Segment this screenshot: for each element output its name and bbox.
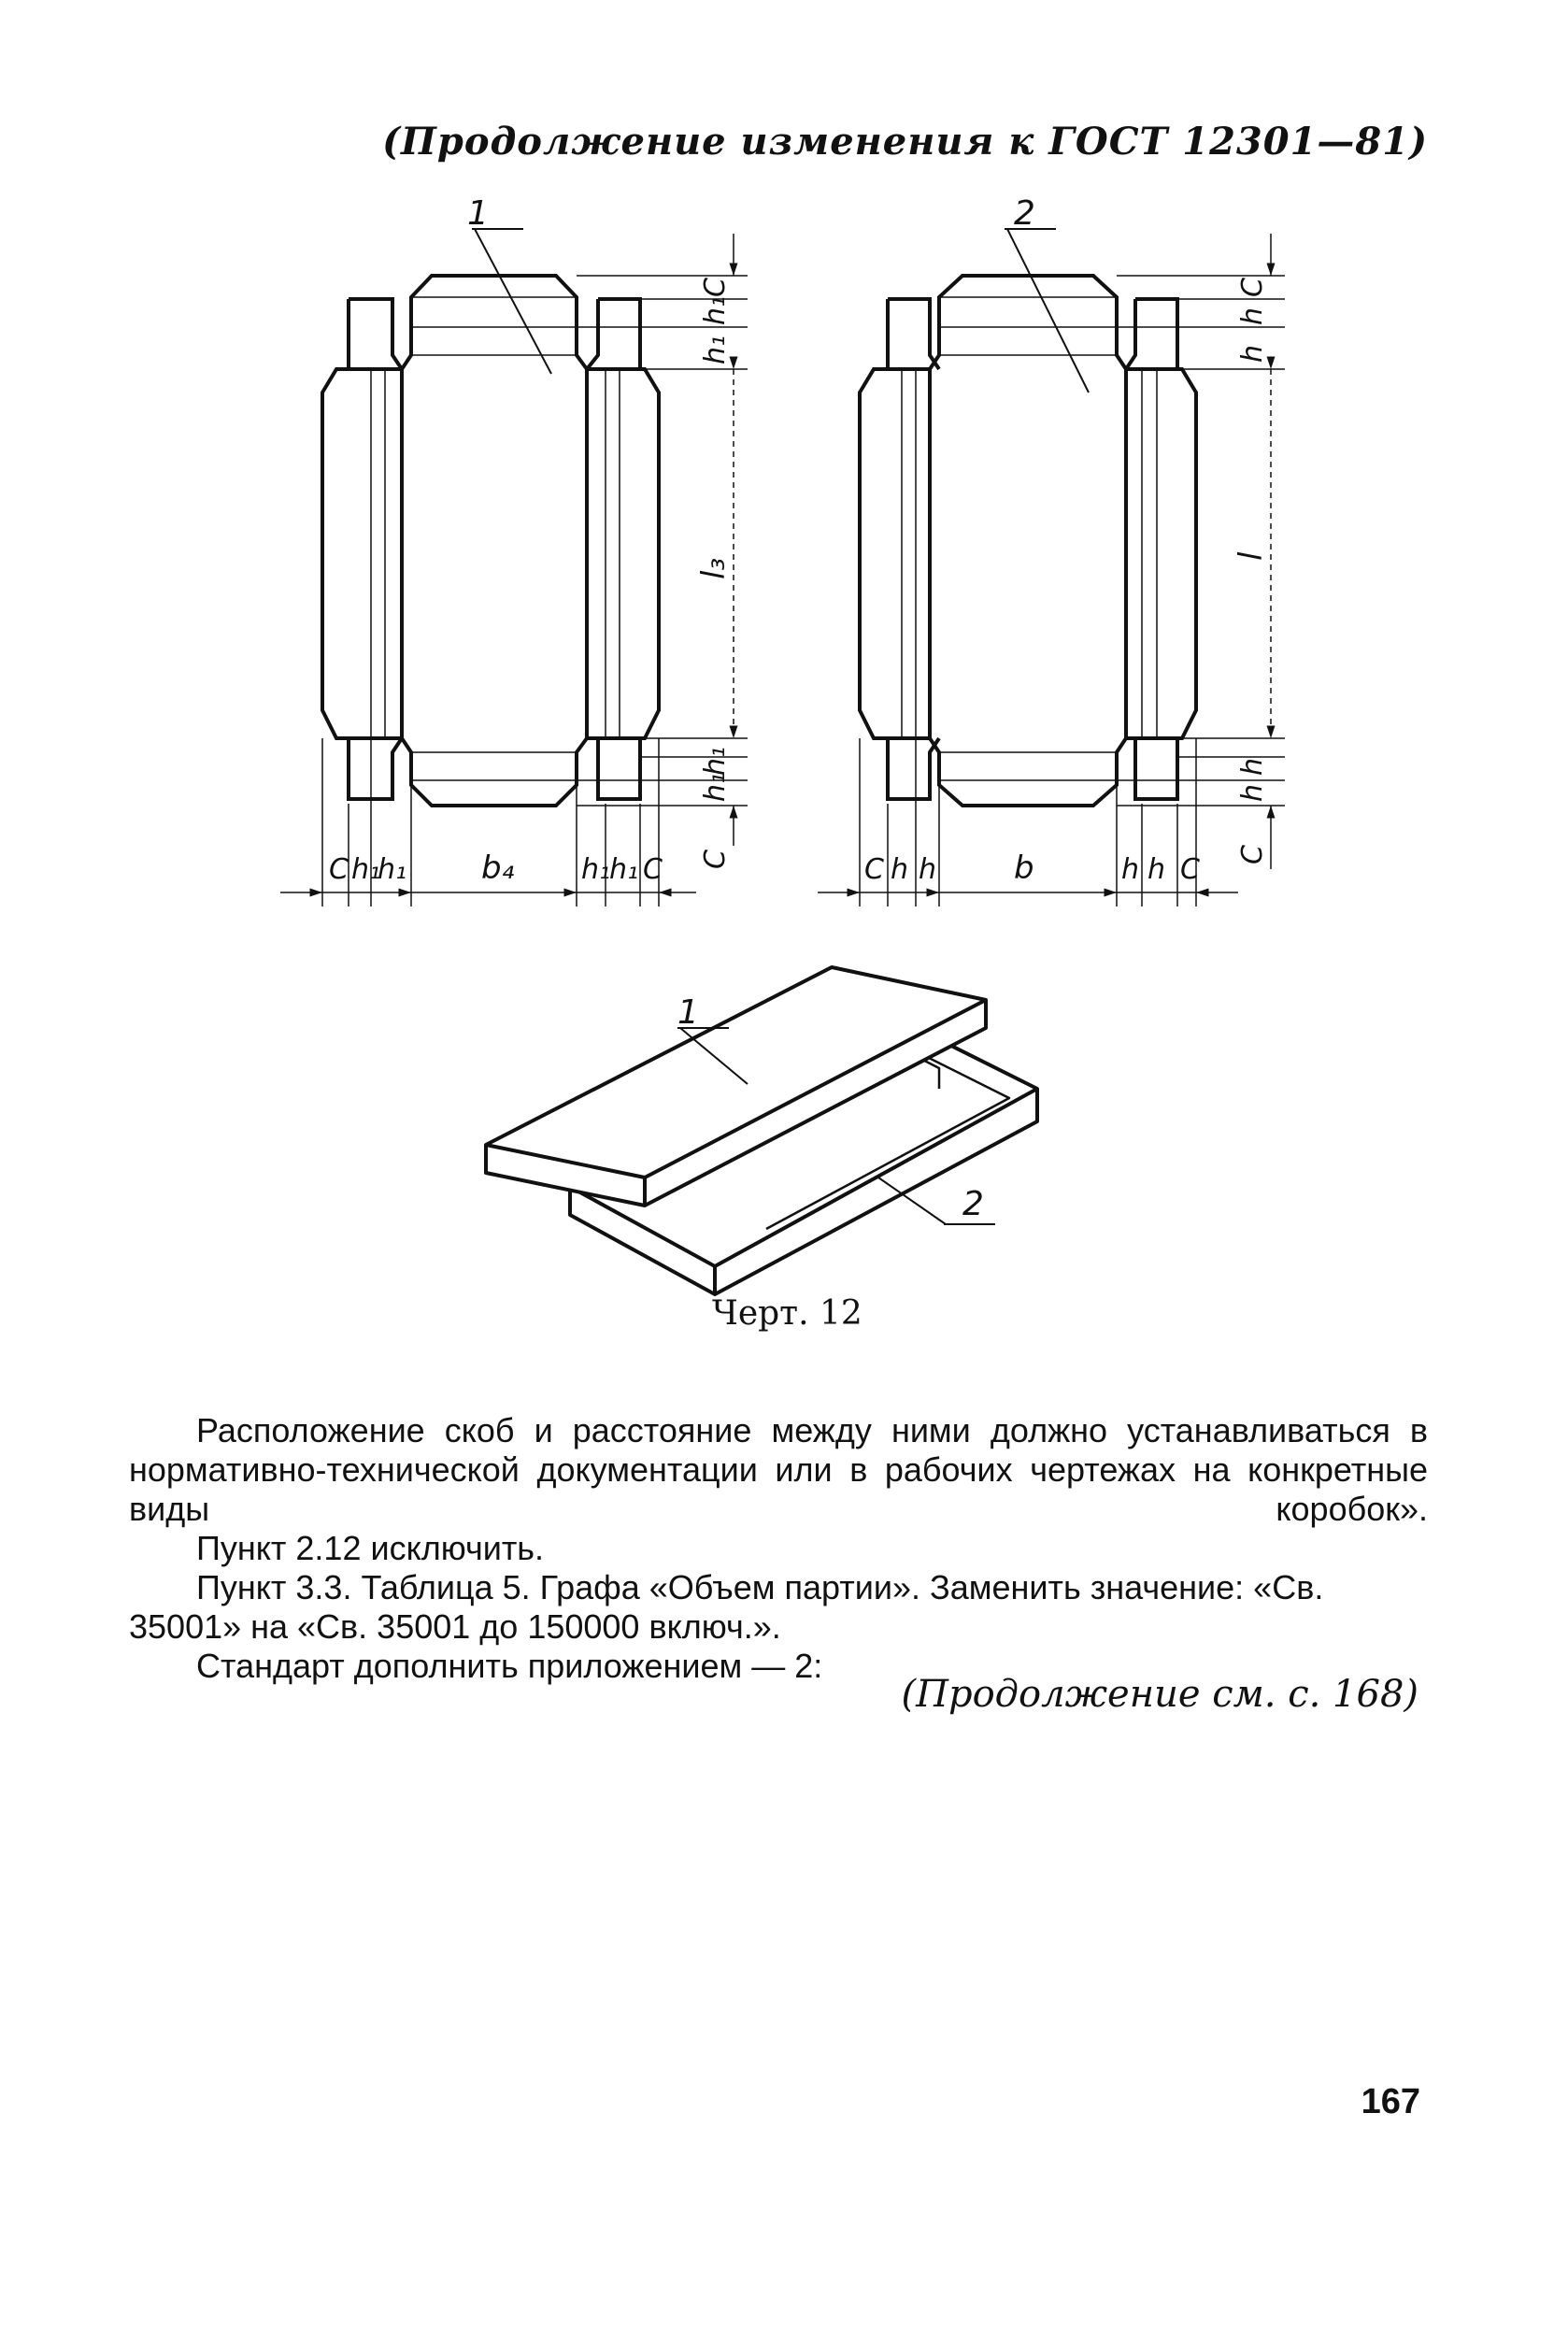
left-dim-b-3: h₁: [378, 853, 407, 886]
left-dim-r-7: C: [699, 849, 732, 869]
left-dim-b-6: h₁: [609, 853, 639, 886]
isometric-box-drawing: [486, 967, 1037, 1294]
right-dim-r-5: h: [1236, 757, 1269, 776]
right-dim-r-2: h: [1236, 307, 1269, 325]
left-net-callout-label: 1: [467, 194, 489, 233]
right-dim-r-7: C: [1236, 845, 1269, 864]
left-dim-b-1: C: [329, 853, 349, 886]
left-dim-b-4: b₄: [481, 849, 515, 887]
left-dim-r-2: h₁: [699, 295, 732, 325]
right-dim-b-7: C: [1180, 853, 1200, 886]
right-dim-b-1: C: [864, 853, 884, 886]
right-dim-b-4: b: [1014, 849, 1034, 887]
right-dim-b-6: h: [1147, 853, 1166, 886]
paragraph-4: Стандарт дополнить приложением — 2:: [196, 1647, 823, 1685]
paragraph-3: Пункт 3.3. Таблица 5. Графа «Объем партии». Заменить значение: «Св. 35001» на «Св. 35001 до 150000 включ.».: [129, 1568, 1324, 1646]
page-number: 167: [1361, 2082, 1420, 2121]
right-dim-b-3: h: [919, 853, 937, 886]
left-net-callout: [467, 194, 551, 374]
figure-caption: Черт. 12: [712, 1294, 862, 1333]
left-dim-r-4: l₃: [695, 557, 733, 579]
paragraph-2: Пункт 2.12 исключить.: [196, 1529, 545, 1567]
left-dim-r-5: h₁: [699, 746, 732, 776]
right-dim-r-3: h: [1236, 344, 1269, 363]
iso-callout-base: 2: [962, 1185, 984, 1223]
right-dim-r-6: h: [1236, 783, 1269, 802]
page-header: (Продолжение изменения к ГОСТ 12301—81): [382, 120, 1428, 164]
continuation-note: (Продолжение см. с. 168): [901, 1673, 1418, 1716]
left-dim-r-1: C: [699, 278, 732, 297]
right-dim-b-2: h: [891, 853, 909, 886]
left-dim-r-6: h₁: [699, 772, 732, 802]
left-dim-b-2: h₁: [351, 853, 381, 886]
paragraph-1: Расположение скоб и расстояние между ними должно устанавливаться в нормативно-технической документации или в рабочих чертежах на конкретные виды коробок».: [129, 1411, 1428, 1528]
right-dim-r-4: l: [1233, 551, 1270, 561]
right-dim-r-1: C: [1236, 278, 1269, 297]
right-dim-b-5: h: [1121, 853, 1140, 886]
iso-callout-lid: 1: [677, 993, 699, 1032]
right-net-callout: [1005, 194, 1089, 393]
body-text: [129, 1411, 1428, 1686]
left-dim-r-3: h₁: [699, 335, 732, 364]
right-net-callout-label: 2: [1014, 194, 1035, 233]
left-dim-b-7: C: [643, 853, 663, 886]
left-dim-b-5: h₁: [581, 853, 611, 886]
